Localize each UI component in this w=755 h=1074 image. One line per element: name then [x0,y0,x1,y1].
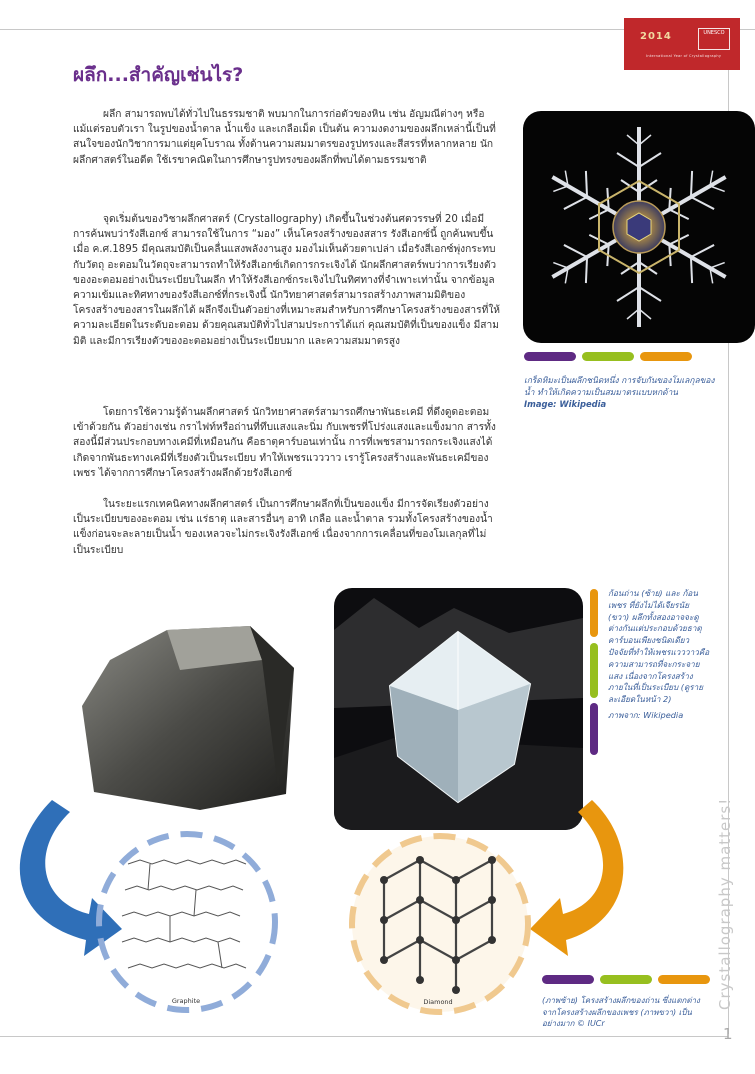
logo-year: 2014 [640,31,672,42]
blue-arrow [20,800,122,956]
structure-caption: (ภาพซ้าย) โครงสร้างผลึกของถ่าน ซึ่งแตกต่างจากโครงสร้างผลึกของเพชร (ภาพขวา) เป็นอย่างมาก © IUCr [542,996,700,1028]
purple-bar [524,352,576,361]
paragraph-4: ในระยะแรกเทคนิคทางผลึกศาสตร์ เป็นการศึกษาผลึกที่เป็นของแข็ง มีการจัดเรียงตัวอย่างเป็นระเบียบของอะตอม เช่น แร่ธาตุ และสารอื่นๆ อาทิ เกลือ และน้ำตาล รวมทั้งโครงสร้างของน้ำแข็งก่อนจะละลายเป็นน้ำ ของเหลวจะไม่กระเจิงรังสีเอกซ์ เนื่องจากการเคลื่อนที่ของโมเลกุลที่ไม่เป็นระเบียบ [73,499,493,556]
green-bar [600,975,652,984]
diamond-circle [352,836,528,1012]
side-label: Crystallography matters! [716,797,734,1010]
snowflake-credit: Image: Wikipedia [524,399,607,409]
paragraph-3: โดยการใช้ความรู้ด้านผลึกศาสตร์ นักวิทยาศาสตร์สามารถศึกษาพันธะเคมี ที่ดึงดูดอะตอมเข้าด้วยกัน ตัวอย่างเช่น กราไฟท์หรือถ่านที่ทึบแสงและนิ่ม กับเพชรที่โปร่งแสงและแข็งมาก สารทั้งสองนี้มีส่วนประกอบทางเคมีที่เหมือนกัน คือธาตุคาร์บอนเท่านั้น การที่เพชรสามารถกระเจิงแสงได้ เกิดจากพันธะทางเคมีที่เรียงตัวเป็นระเบียบ ทำให้เพชรแวววาว เรารู้โครงสร้างและพันธะเคมีของเพชร ได้จากการศึกษาโครงสร้างผลึกด้วยรังสีเอกซ์ [73,407,496,479]
paragraph-2: จุดเริ่มต้นของวิชาผลึกศาสตร์ (Crystallography) เกิดขึ้นในช่วงต้นศตวรรษที่ 20 เมื่อมีการค้นพบว่ารังสีเอกซ์ สามารถใช้ในการ “มอง” เห็นโครงสร้างของสสาร รังสีเอกซ์นี้ ถูกค้นพบขึ้นเมื่อ ค.ศ.1895 มีคุณสมบัติเป็นคลื่นแสงพลังงานสูง มองไม่เห็นด้วยตาเปล่า เมื่อรังสีเอกซ์พุ่งกระทบกับวัตถุ อะตอมในวัตถุจะสามารถทำให้รังสีเอกซ์เกิดการกระเจิงได้ นักผลึกศาสตร์พบว่าการเรียงตัวของอะตอมอย่างเป็นระเบียบในผลึก ทำให้รังสีเอกซ์กระเจิงไปในทิศทางที่จำเพาะเท่านั้น จากข้อมูลความเข้มและทิศทางของรังสีเอกซ์ที่กระเจิงนี้ นักวิทยาศาสตร์สามารถสร้างภาพสามมิติของโครงสร้างของสารในผลึกได้ ผลึกจึงเป็นตัวอย่างที่เหมาะสมสำหรับการศึกษาโครงสร้างของสารที่ให้ความละเอียดในระดับอะตอม ด้วยคุณสมบัติทั่วไปสามประการได้แก่ คุณสมบัติที่เป็นของแข็ง มีสามมิติ และมีการเรียงตัวของอะตอมอย่างเป็นระเบียบมาก และความสมมาตรสูง [73,214,501,347]
paragraph-1: ผลึก สามารถพบได้ทั่วไปในธรรมชาติ พบมากในการก่อตัวของหิน เช่น อัญมณีต่างๆ หรือแม้แต่รอบตัวเรา ในรูปของน้ำตาล น้ำแข็ง และเกลือเม็ด เป็นต้น ความงดงามของผลึกเหล่านี้เป็นที่สนใจของนักวิชาการมาแต่ยุคโบราณ ทั้งด้านความสมมาตรของรูปทรงและสีสรรที่หลากหลาย นักผลึกศาสตร์ในอดีต ใช้เรขาคณิตในการศึกษารูปทรงของผลึกที่พบได้ตามธรรมชาติ [73,109,496,166]
purple-bar [542,975,594,984]
orange-bar [640,352,692,361]
graphite-label: Graphite [171,997,201,1005]
minerals-caption: ก้อนถ่าน (ซ้าย) และ ก้อนเพชร ที่ยังไม่ได้เจียรนัย (ขวา) ผลึกทั้งสองอาจจะดูต่างกันแต่ประกอบด้วยธาตุคาร์บอนเพียงชนิดเดียว ปัจจัยที่ทำให้เพชรแวววาวคือความสามารถที่จะกระจายแสง เนื่องจากโครงสร้างภายในที่เป็นระเบียบ (ดูรายละเอียดในหน้า 2) ภาพจาก: Wikipedia [608,588,710,720]
orange-vertical-bar [590,589,598,637]
green-vertical-bar [590,643,598,698]
color-bar-group-2 [542,975,710,984]
graphite-layers [122,860,246,968]
purple-vertical-bar [590,703,598,755]
snowflake-caption: เกร็ดหิมะเป็นผลึกชนิดหนึ่ง การจับกันของโมเลกุลของน้ำ ทำให้เกิดความเป็นสมมาตรแบบหกด้าน Image: Wikipedia [524,375,715,409]
iycr-logo [624,18,740,70]
orange-bar [658,975,710,984]
bottom-rule [0,1036,728,1037]
page-number: 1 [723,1025,733,1043]
snowflake-photo [523,111,755,343]
minerals-credit: ภาพจาก: Wikipedia [608,709,684,720]
diamond-label: Diamond [423,998,453,1006]
logo-subtitle: International Year of Crystallography [646,54,722,58]
page-title: ผลึก...สำคัญเช่นไร? [73,64,244,86]
unesco-logo: UNESCO [698,28,730,50]
color-bar-group-1 [524,352,692,361]
orange-arrow [530,800,623,956]
green-bar [582,352,634,361]
